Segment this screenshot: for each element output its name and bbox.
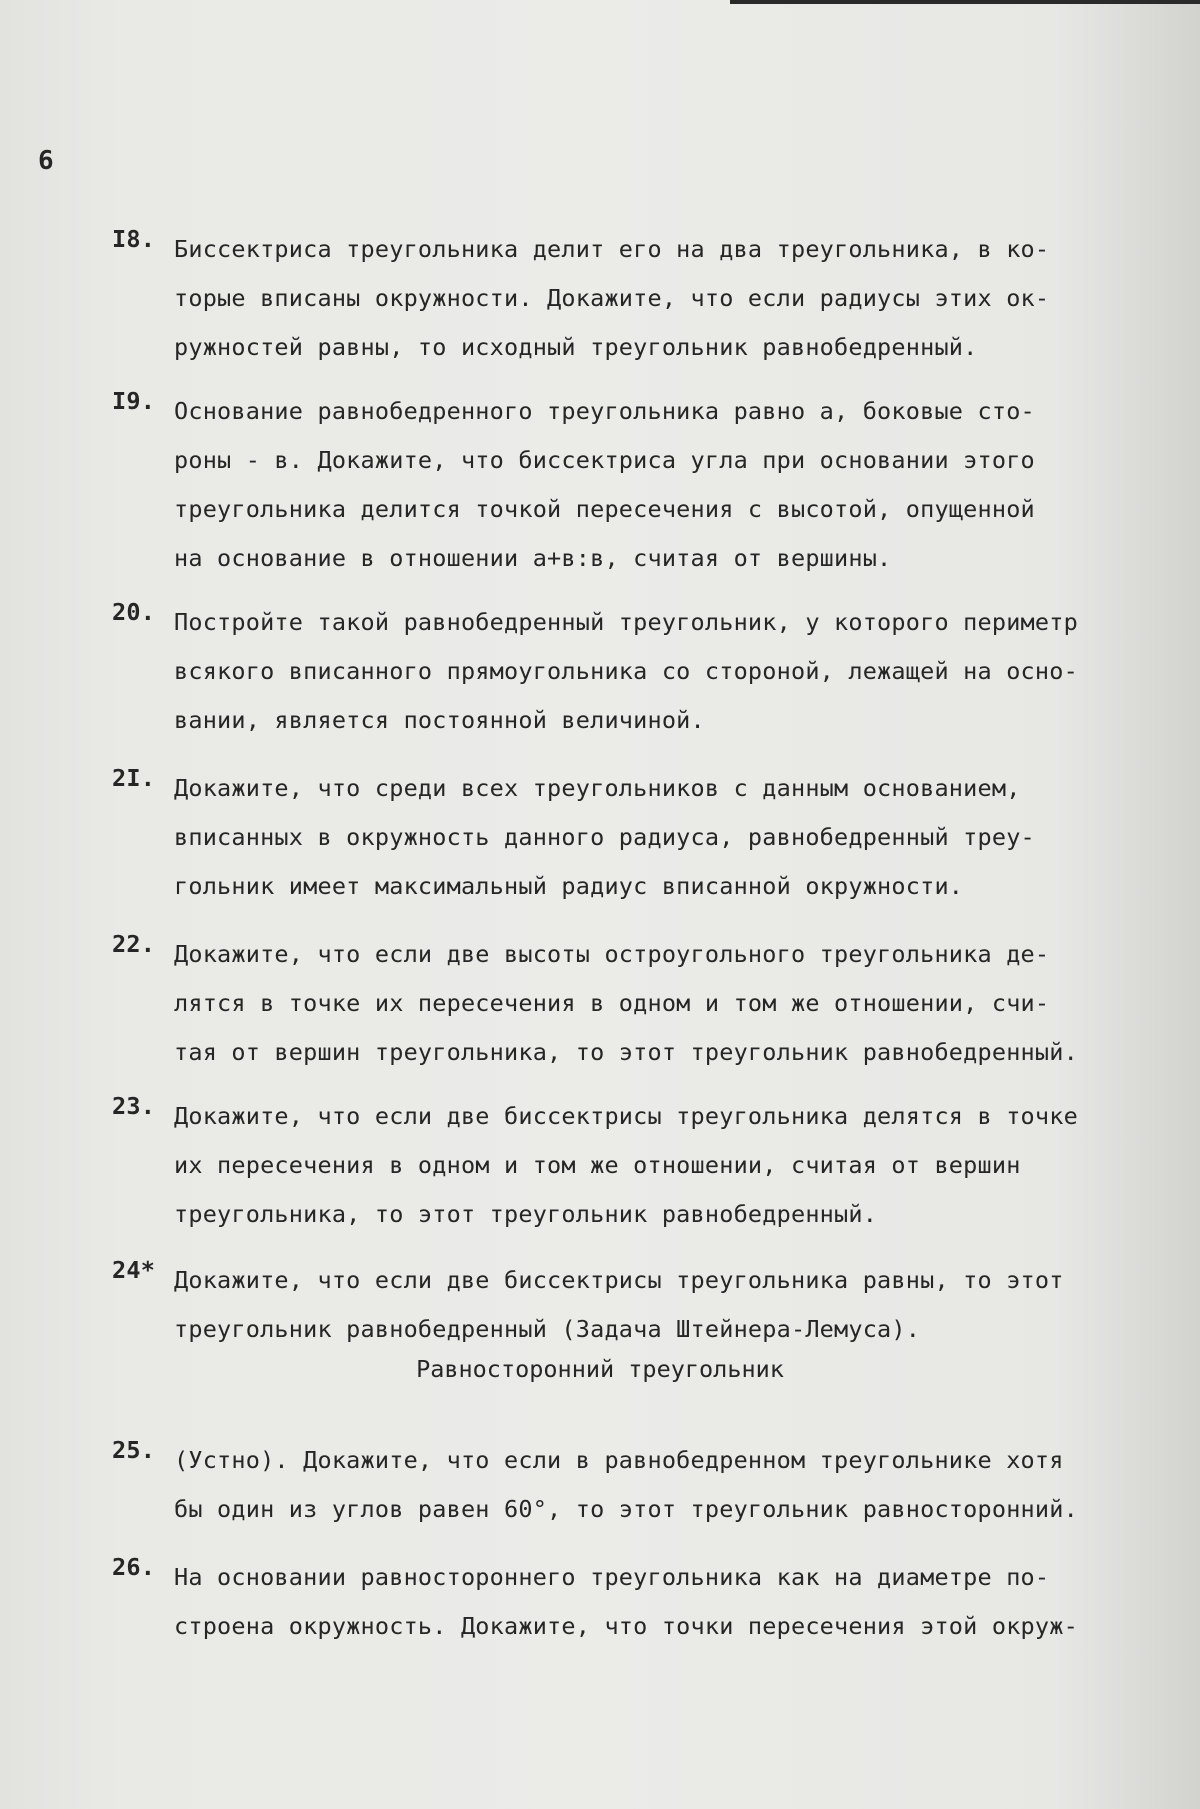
problem-18 — [112, 225, 1147, 372]
problem-text-line: Докажите, что если две биссектрисы треугольника делятся в точке — [174, 1102, 1078, 1130]
problem-26 — [112, 1553, 1147, 1651]
problem-number: 24* — [112, 1256, 156, 1284]
problem-text-line: их пересечения в одном и том же отношении, считая от вершин — [174, 1151, 1021, 1179]
problem-number: 26. — [112, 1553, 156, 1581]
problem-text-line: торые вписаны окружности. Докажите, что если радиусы этих ок- — [174, 284, 1050, 312]
problem-number: 23. — [112, 1092, 156, 1120]
problem-text-line: (Устно). Докажите, что если в равнобедренном треугольнике хотя — [174, 1446, 1064, 1474]
problem-23 — [112, 1092, 1147, 1239]
section-heading: Равносторонний треугольник — [416, 1355, 784, 1383]
problem-text-line: треугольника делится точкой пересечения с высотой, опущенной — [174, 495, 1035, 523]
problem-text-line: роны - в. Докажите, что биссектриса угла при основании этого — [174, 446, 1035, 474]
problem-text-line: лятся в точке их пересечения в одном и том же отношении, счи- — [174, 989, 1050, 1017]
problem-21 — [112, 764, 1147, 911]
problem-text-line: гольник имеет максимальный радиус вписанной окружности. — [174, 872, 964, 900]
problem-text-line: Докажите, что среди всех треугольников с данным основанием, — [174, 774, 1021, 802]
problem-text-line: строена окружность. Докажите, что точки пересечения этой окруж- — [174, 1612, 1078, 1640]
problem-20 — [112, 598, 1147, 745]
problem-text-line: Докажите, что если две биссектрисы треугольника равны, то этот — [174, 1266, 1064, 1294]
problem-number: 25. — [112, 1436, 156, 1464]
problem-number: 2I. — [112, 764, 156, 792]
page-number: 6 — [38, 146, 54, 176]
problem-number: I8. — [112, 225, 156, 253]
problem-text-line: вписанных в окружность данного радиуса, равнобедренный треу- — [174, 823, 1035, 851]
problem-text-line: Биссектриса треугольника делит его на два треугольника, в ко- — [174, 235, 1050, 263]
scan-edge — [730, 0, 1200, 4]
problem-text-line: на основание в отношении а+в:в, считая от вершины. — [174, 544, 892, 572]
problem-number: 20. — [112, 598, 156, 626]
problem-text-line: Докажите, что если две высоты остроугольного треугольника де- — [174, 940, 1050, 968]
problem-number: 22. — [112, 930, 156, 958]
problem-text-line: треугольник равнобедренный (Задача Штейнера-Лемуса). — [174, 1315, 921, 1343]
problem-number: I9. — [112, 387, 156, 415]
problem-text-line: тая от вершин треугольника, то этот треугольник равнобедренный. — [174, 1038, 1078, 1066]
problem-text-line: треугольника, то этот треугольник равнобедренный. — [174, 1200, 878, 1228]
problem-25 — [112, 1436, 1147, 1534]
problem-text-line: бы один из углов равен 60°, то этот треугольник равносторонний. — [174, 1495, 1078, 1523]
problem-text-line: всякого вписанного прямоугольника со стороной, лежащей на осно- — [174, 657, 1078, 685]
problem-text-line: На основании равностороннего треугольника как на диаметре по- — [174, 1563, 1050, 1591]
problem-22 — [112, 930, 1147, 1077]
problem-19 — [112, 387, 1147, 583]
problem-text-line: Основание равнобедренного треугольника равно а, боковые сто- — [174, 397, 1035, 425]
problem-text-line: вании, является постоянной величиной. — [174, 706, 705, 734]
problem-text-line: Постройте такой равнобедренный треугольник, у которого периметр — [174, 608, 1078, 636]
problem-text-line: ружностей равны, то исходный треугольник равнобедренный. — [174, 333, 978, 361]
problem-24 — [112, 1256, 1147, 1354]
